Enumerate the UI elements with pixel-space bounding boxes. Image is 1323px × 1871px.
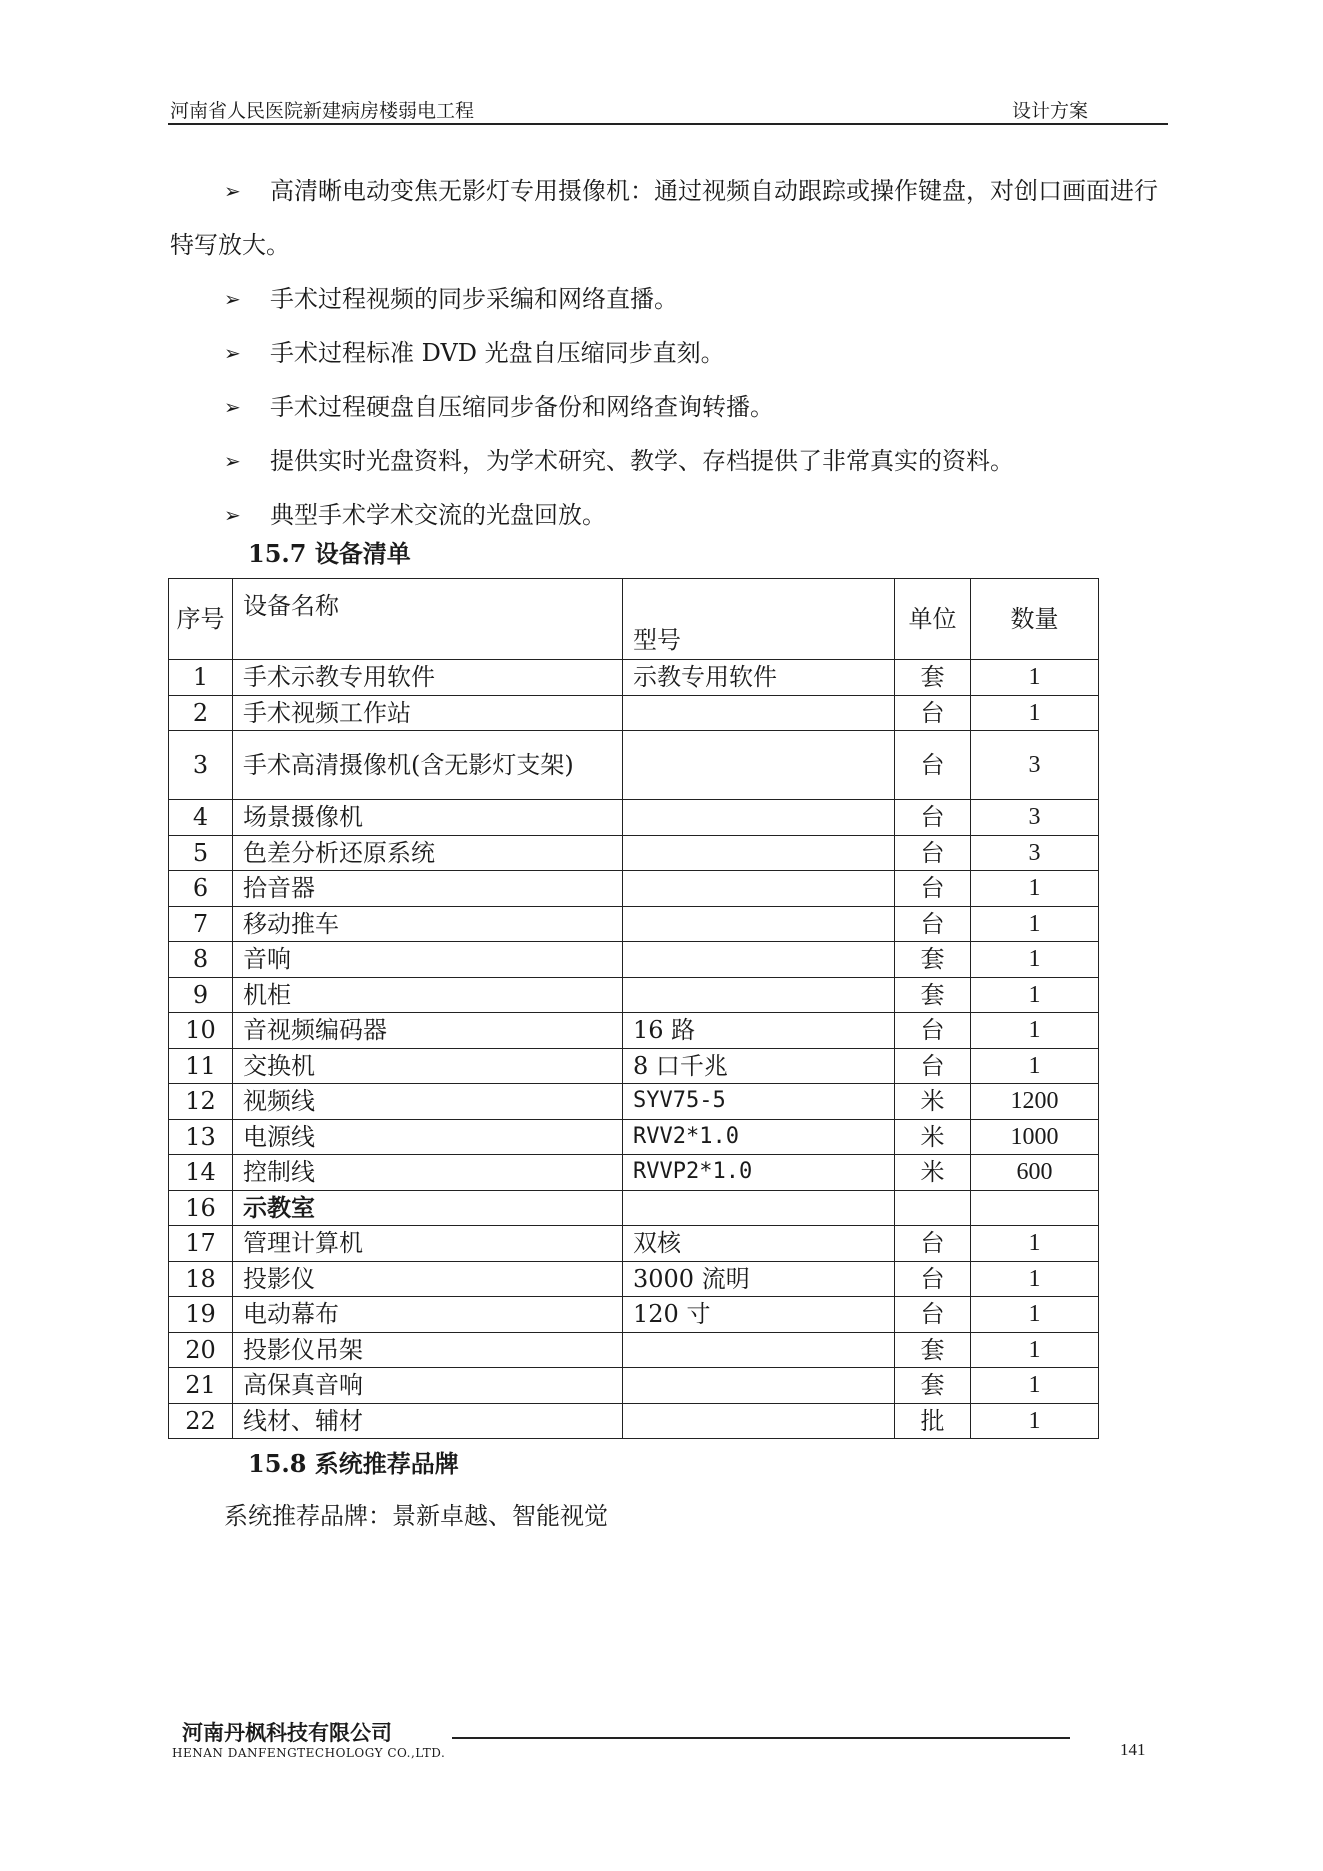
cell-unit: 米 (895, 1119, 971, 1155)
cell-qty: 1 (971, 942, 1099, 978)
cell-model: RVVP2*1.0 (623, 1155, 895, 1191)
arrow-bullet-icon: ➢ (224, 287, 241, 311)
cell-unit: 台 (895, 1048, 971, 1084)
table-row (169, 942, 1099, 978)
cell-model (623, 1332, 895, 1368)
cell-no: 17 (169, 1226, 233, 1262)
cell-no: 5 (169, 835, 233, 871)
cell-qty: 1 (971, 695, 1099, 731)
list-item: ➢ 典型手术学术交流的光盘回放。 (170, 488, 1170, 542)
cell-no: 9 (169, 977, 233, 1013)
cell-model: 双核 (623, 1226, 895, 1262)
cell-qty: 1 (971, 1332, 1099, 1368)
cell-name: 音响 (233, 942, 623, 978)
list-item: ➢ 提供实时光盘资料，为学术研究、教学、存档提供了非常真实的资料。 (170, 434, 1170, 488)
cell-unit: 台 (895, 871, 971, 907)
cell-name: 音视频编码器 (233, 1013, 623, 1049)
feature-list (170, 164, 1170, 542)
table-row (169, 1190, 1099, 1226)
cell-unit (895, 1190, 971, 1226)
table-header-row (169, 579, 1099, 660)
cell-no: 18 (169, 1261, 233, 1297)
cell-qty: 1 (971, 1368, 1099, 1404)
page-number: 141 (1120, 1740, 1146, 1759)
list-item: ➢ 手术过程视频的同步采编和网络直播。 (170, 272, 1170, 326)
cell-no: 12 (169, 1084, 233, 1120)
cell-model: 示教专用软件 (623, 660, 895, 696)
cell-model (623, 800, 895, 836)
arrow-bullet-icon: ➢ (224, 395, 241, 419)
cell-model (623, 906, 895, 942)
table-row (169, 1084, 1099, 1120)
table-row (169, 1048, 1099, 1084)
table-row (169, 660, 1099, 696)
cell-unit: 台 (895, 695, 971, 731)
cell-unit: 批 (895, 1403, 971, 1439)
cell-unit: 套 (895, 942, 971, 978)
cell-no: 6 (169, 871, 233, 907)
column-header-model: 型号 (623, 579, 895, 660)
cell-unit: 米 (895, 1155, 971, 1191)
arrow-bullet-icon: ➢ (224, 179, 241, 203)
cell-no: 2 (169, 695, 233, 731)
cell-no: 10 (169, 1013, 233, 1049)
cell-qty: 1200 (971, 1084, 1099, 1120)
table-row (169, 800, 1099, 836)
cell-qty: 1 (971, 1013, 1099, 1049)
table-row (169, 1155, 1099, 1191)
cell-no: 11 (169, 1048, 233, 1084)
column-header-qty: 数量 (971, 579, 1099, 660)
section-heading-brands: 15.8 系统推荐品牌 (248, 1449, 459, 1478)
table-row (169, 1332, 1099, 1368)
list-item: ➢ 手术过程标准 DVD 光盘自压缩同步直刻。 (170, 326, 1170, 380)
footer-company-cn: 河南丹枫科技有限公司 (182, 1721, 392, 1745)
cell-no: 13 (169, 1119, 233, 1155)
cell-no: 4 (169, 800, 233, 836)
cell-no: 3 (169, 731, 233, 800)
cell-no: 21 (169, 1368, 233, 1404)
cell-model (623, 1403, 895, 1439)
cell-qty: 1 (971, 1297, 1099, 1333)
footer-divider (452, 1737, 1070, 1739)
cell-name: 线材、辅材 (233, 1403, 623, 1439)
cell-no: 16 (169, 1190, 233, 1226)
cell-model (623, 695, 895, 731)
cell-qty: 1 (971, 1403, 1099, 1439)
cell-unit: 台 (895, 1297, 971, 1333)
cell-name: 电动幕布 (233, 1297, 623, 1333)
table-row (169, 731, 1099, 800)
cell-no: 8 (169, 942, 233, 978)
equipment-table (168, 578, 1099, 1439)
cell-qty: 1 (971, 1048, 1099, 1084)
cell-name: 拾音器 (233, 871, 623, 907)
cell-name: 手术示教专用软件 (233, 660, 623, 696)
cell-unit: 台 (895, 835, 971, 871)
cell-name: 手术视频工作站 (233, 695, 623, 731)
cell-model (623, 1190, 895, 1226)
cell-name: 场景摄像机 (233, 800, 623, 836)
cell-name: 控制线 (233, 1155, 623, 1191)
header-section: 设计方案 (1012, 100, 1089, 122)
cell-qty: 1 (971, 871, 1099, 907)
cell-no: 19 (169, 1297, 233, 1333)
cell-qty: 1 (971, 977, 1099, 1013)
column-header-name: 设备名称 (233, 579, 623, 660)
table-row (169, 906, 1099, 942)
cell-name: 视频线 (233, 1084, 623, 1120)
cell-model: 8 口千兆 (623, 1048, 895, 1084)
cell-unit: 台 (895, 1013, 971, 1049)
cell-unit: 套 (895, 1368, 971, 1404)
table-row (169, 1261, 1099, 1297)
cell-model (623, 1368, 895, 1404)
cell-no: 22 (169, 1403, 233, 1439)
cell-qty: 3 (971, 731, 1099, 800)
arrow-bullet-icon: ➢ (224, 503, 241, 527)
header-title: 河南省人民医院新建病房楼弱电工程 (170, 100, 475, 122)
cell-name: 电源线 (233, 1119, 623, 1155)
cell-name: 交换机 (233, 1048, 623, 1084)
table-row (169, 1403, 1099, 1439)
table-row (169, 1297, 1099, 1333)
cell-model: 3000 流明 (623, 1261, 895, 1297)
cell-model (623, 942, 895, 978)
cell-model (623, 871, 895, 907)
cell-unit: 套 (895, 660, 971, 696)
cell-qty (971, 1190, 1099, 1226)
arrow-bullet-icon: ➢ (224, 341, 241, 365)
list-item: ➢ 手术过程硬盘自压缩同步备份和网络查询转播。 (170, 380, 1170, 434)
cell-unit: 米 (895, 1084, 971, 1120)
cell-unit: 台 (895, 800, 971, 836)
cell-qty: 3 (971, 835, 1099, 871)
table-row (169, 1368, 1099, 1404)
table-row (169, 977, 1099, 1013)
cell-unit: 台 (895, 1261, 971, 1297)
table-row (169, 1013, 1099, 1049)
section-heading-equipment-list: 15.7 设备清单 (248, 539, 411, 568)
cell-name: 示教室 (233, 1190, 623, 1226)
cell-no: 14 (169, 1155, 233, 1191)
cell-unit: 套 (895, 1332, 971, 1368)
cell-name: 移动推车 (233, 906, 623, 942)
cell-name: 手术高清摄像机(含无影灯支架) (233, 731, 623, 800)
table-row (169, 871, 1099, 907)
cell-qty: 1 (971, 1226, 1099, 1262)
cell-unit: 套 (895, 977, 971, 1013)
cell-qty: 3 (971, 800, 1099, 836)
cell-model (623, 977, 895, 1013)
cell-qty: 1 (971, 660, 1099, 696)
brand-recommendation: 系统推荐品牌：景新卓越、智能视觉 (224, 1502, 608, 1530)
cell-name: 投影仪 (233, 1261, 623, 1297)
list-item: ➢ 高清晰电动变焦无影灯专用摄像机：通过视频自动跟踪或操作键盘，对创口画面进行特写放大。 (170, 164, 1170, 272)
cell-model: SYV75-5 (623, 1084, 895, 1120)
cell-model: 16 路 (623, 1013, 895, 1049)
cell-name: 机柜 (233, 977, 623, 1013)
cell-name: 投影仪吊架 (233, 1332, 623, 1368)
cell-no: 1 (169, 660, 233, 696)
header-divider (168, 123, 1168, 125)
cell-qty: 600 (971, 1155, 1099, 1191)
footer-company-en: HENAN DANFENGTECHOLOGY CO.,LTD. (172, 1746, 446, 1760)
table-row (169, 835, 1099, 871)
cell-model (623, 835, 895, 871)
cell-qty: 1000 (971, 1119, 1099, 1155)
cell-name: 管理计算机 (233, 1226, 623, 1262)
arrow-bullet-icon: ➢ (224, 449, 241, 473)
table-row (169, 1226, 1099, 1262)
cell-qty: 1 (971, 906, 1099, 942)
cell-no: 20 (169, 1332, 233, 1368)
cell-name: 色差分析还原系统 (233, 835, 623, 871)
column-header-no: 序号 (169, 579, 233, 660)
cell-model: 120 寸 (623, 1297, 895, 1333)
cell-model: RVV2*1.0 (623, 1119, 895, 1155)
cell-unit: 台 (895, 906, 971, 942)
cell-unit: 台 (895, 1226, 971, 1262)
cell-qty: 1 (971, 1261, 1099, 1297)
cell-unit: 台 (895, 731, 971, 800)
table-row (169, 695, 1099, 731)
cell-name: 高保真音响 (233, 1368, 623, 1404)
cell-no: 7 (169, 906, 233, 942)
table-row (169, 1119, 1099, 1155)
cell-model (623, 731, 895, 800)
column-header-unit: 单位 (895, 579, 971, 660)
